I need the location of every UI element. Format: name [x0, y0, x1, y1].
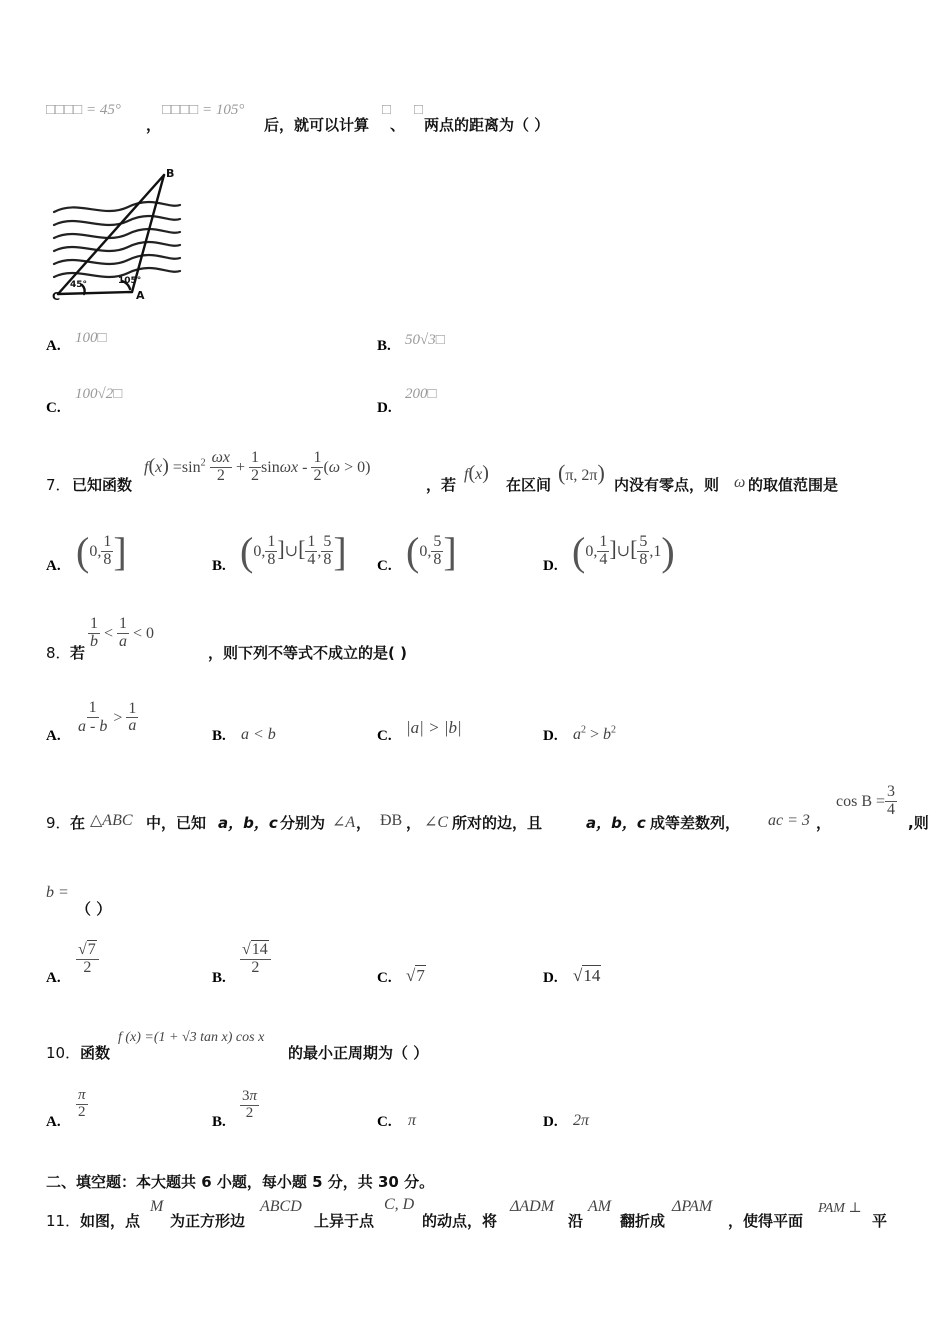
q9-text4: 所对的边，且	[452, 814, 543, 832]
q6-river-figure	[48, 167, 188, 302]
q9-options	[46, 942, 906, 998]
q8-text1: 若	[70, 644, 86, 662]
q8-text2: ，则下列不等式不成立的是( )	[208, 644, 407, 662]
q7-option-c-value: (0, $\frac{5}{8}$ ]	[406, 529, 457, 574]
q11-number: 11．	[46, 1212, 81, 1230]
q11-stem	[46, 1194, 906, 1234]
q7-option-a-value: (0, $\frac{1}{8}$ ]	[76, 529, 127, 574]
q6-option-c-value: 100√2□	[75, 386, 123, 402]
q8-option-c-label: C.	[377, 728, 392, 744]
q10-text1: 函数	[80, 1044, 111, 1062]
q9-option-b-value: $\frac{√14}{2}$	[240, 942, 271, 977]
q8-option-b-value: a < b	[241, 726, 276, 743]
q8-option-a-label: A.	[46, 728, 61, 744]
q10-option-d-value: 2π	[573, 1112, 590, 1129]
q11-tri1: ΔADM	[510, 1198, 555, 1215]
q11-cd: C, D	[384, 1196, 415, 1213]
q9-text1: 在	[70, 814, 86, 832]
q11-text6: 翻折成	[620, 1212, 666, 1230]
q10-option-c-value: π	[408, 1112, 417, 1129]
q6-option-c-label: C.	[46, 400, 61, 416]
q11-pam: PAM ⊥	[818, 1201, 862, 1216]
q11-text1: 如图，点	[80, 1212, 141, 1230]
q6-option-b-label: B.	[377, 338, 391, 354]
q6-option-d-label: D.	[377, 400, 392, 416]
q6-point1: □	[382, 102, 392, 118]
q10-text2: 的最小正周期为（ ）	[288, 1044, 429, 1062]
q9-sep2: ，	[406, 814, 422, 832]
q9-abc: a，b，c	[218, 814, 278, 832]
q9-ac: ac = 3	[768, 812, 810, 829]
q9-option-b-label: B.	[212, 970, 226, 986]
q9-angle-c: ∠C	[424, 814, 449, 831]
q7-text3: 在区间	[506, 476, 552, 494]
q6-angle2: □□□□ = 105°	[162, 102, 245, 118]
q11-text4: 的动点，将	[422, 1212, 498, 1230]
q8-number: 8．	[46, 644, 71, 662]
q10-option-d-label: D.	[543, 1114, 558, 1130]
q9-option-d-value: √14	[573, 966, 601, 985]
q6-fig-label-b: B	[166, 167, 175, 180]
q7-text2: ，若	[426, 476, 457, 494]
q7-text5: 的取值范围是	[748, 476, 839, 494]
section-2-heading: 二、填空题：本大题共 6 小题，每小题 5 分，共 30 分。	[46, 1173, 435, 1191]
q11-text8: 平	[872, 1212, 888, 1230]
q7-omega: ω	[734, 474, 746, 491]
q6-option-b-value: 50√3□	[405, 332, 445, 348]
q6-fig-angle-c: 45°	[70, 280, 88, 290]
q10-options	[46, 1088, 906, 1134]
q7-options	[46, 528, 906, 584]
q9-angle-a: ∠A	[332, 814, 356, 831]
q11-m: M	[150, 1198, 164, 1215]
q9-option-a-value: $\frac{√7}{2}$	[76, 942, 99, 977]
q9-text3: 分别为	[280, 814, 326, 832]
q7-text1: 已知函数	[72, 476, 133, 494]
q6-option-a-value: 100□	[75, 330, 107, 346]
q7-option-c-label: C.	[377, 558, 392, 574]
q11-text3: 上异于点	[314, 1212, 375, 1230]
q8-option-d-label: D.	[543, 728, 558, 744]
q8-option-a-value: $\frac{1}{a - b}$ > $\frac{1}{a}$	[78, 699, 137, 735]
q6-fig-label-c: C	[52, 290, 61, 302]
q9-text2: 中，已知	[146, 814, 207, 832]
q9-sep1: ，	[356, 814, 372, 832]
q9-b-eq: b =	[46, 884, 69, 901]
q10-function: f (x) =(1 + √3 tan x) cos x	[118, 1030, 265, 1045]
q8-options	[46, 700, 906, 750]
q6-option-d-value: 200□	[405, 386, 437, 402]
q7-stem	[46, 450, 906, 500]
q11-text5: 沿	[568, 1212, 584, 1230]
q7-option-a-label: A.	[46, 558, 61, 574]
q6-option-a-label: A.	[46, 338, 61, 354]
q7-function: $f(x) =\sin^2$ $\frac{\omega x}{2}$ + $\frac{1}{2}$ sinωx - $\frac{1}{2}$ (ω > 0)	[144, 449, 371, 484]
q11-text2: 为正方形边	[170, 1212, 246, 1230]
q6-comma: ，	[146, 116, 162, 134]
q9-option-d-label: D.	[543, 970, 558, 986]
q6-angle1: □□□□ = 45°	[46, 102, 121, 118]
q11-text7: ，使得平面	[728, 1212, 804, 1230]
q8-condition: $\frac{1}{b}$ < $\frac{1}{a}$ < 0	[90, 615, 155, 650]
q6-dunhao: 、	[390, 116, 406, 134]
q6-point2: □	[414, 102, 424, 118]
q9-text6: ,则	[908, 814, 929, 832]
q8-option-d-value: $a^2 > b^2$	[573, 724, 617, 743]
q8-option-c-value: |a| > |b|	[406, 718, 462, 737]
q9-option-c-label: C.	[377, 970, 392, 986]
q10-option-a-value: $\frac{\pi}{2}$	[78, 1087, 86, 1120]
q7-option-b-label: B.	[212, 558, 226, 574]
q9-triangle: △ABC	[90, 812, 133, 829]
q9-cosb-text: cos B =	[836, 792, 886, 810]
q9-number: 9．	[46, 814, 71, 832]
q7-interval: (π, 2π)	[558, 460, 605, 485]
q9-option-a-label: A.	[46, 970, 61, 986]
q9-cosb: cos B = $\frac{3}{4}$	[836, 783, 896, 818]
q11-abcd: ABCD	[260, 1198, 302, 1215]
q7-option-d-label: D.	[543, 558, 558, 574]
q7-option-b-value: (0, $\frac{1}{8}$ ]∪[ $\frac{1}{4}$ , $\frac{5}{8}$ ]	[240, 529, 347, 574]
q6-text-after: 后，就可以计算	[264, 116, 370, 134]
q6-question: 两点的距离为（ ）	[424, 116, 550, 134]
q9-angle-b: ÐB	[380, 812, 403, 829]
q9-abc2: a，b，c	[586, 814, 646, 832]
q10-option-a-label: A.	[46, 1114, 61, 1130]
q10-stem	[46, 1028, 906, 1062]
q11-am: AM	[588, 1198, 612, 1215]
q7-number: 7．	[46, 476, 71, 494]
q7-fx: f(x)	[464, 462, 489, 484]
q9-stem	[46, 783, 929, 834]
q11-tri2: ΔPAM	[672, 1198, 713, 1215]
q6-fig-angle-a: 105°	[118, 276, 142, 286]
q10-number: 10．	[46, 1044, 81, 1062]
q8-stem	[46, 616, 906, 666]
q8-option-b-label: B.	[212, 728, 226, 744]
q7-text4: 内没有零点，则	[614, 476, 720, 494]
q6-fig-label-a: A	[136, 289, 145, 302]
q10-option-b-label: B.	[212, 1114, 226, 1130]
q7-option-d-value: (0, $\frac{1}{4}$ ]∪[ $\frac{5}{8}$ ,1)	[572, 529, 675, 574]
q9-sep3: ，	[816, 814, 832, 832]
q9-text5: 成等差数列，	[650, 814, 741, 832]
q10-option-b-value: $\frac{3\pi}{2}$	[242, 1088, 258, 1121]
q9-option-c-value: √7	[406, 966, 425, 985]
q9-paren: （ ）	[76, 900, 112, 918]
q10-option-c-label: C.	[377, 1114, 392, 1130]
